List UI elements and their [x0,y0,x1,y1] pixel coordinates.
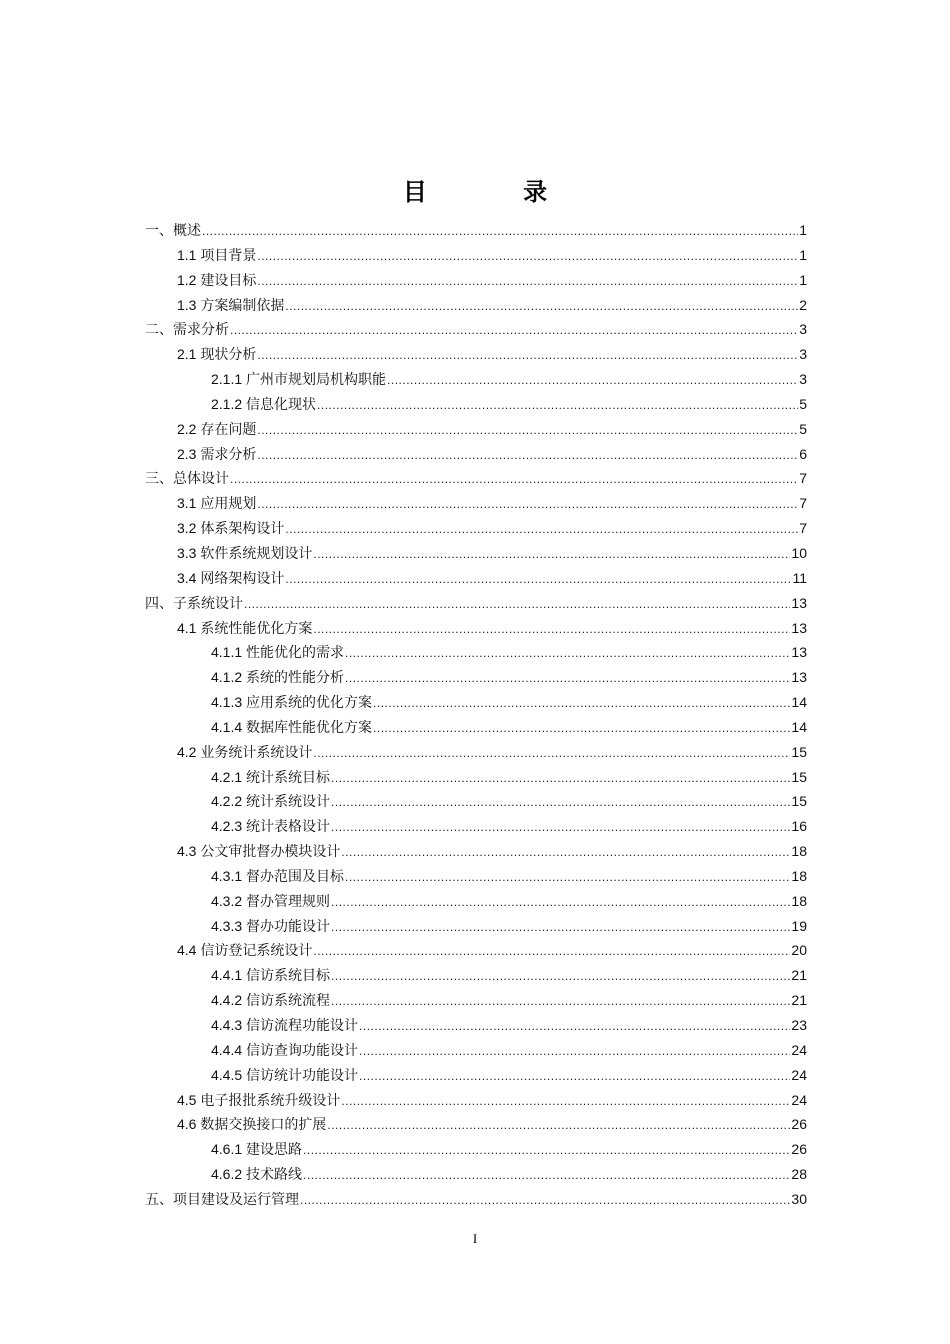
toc-entry-label: 3.2 体系架构设计 [177,520,285,537]
toc-dot-leader [244,592,790,617]
toc-dot-leader [230,318,798,343]
toc-dot-leader [313,617,790,642]
toc-entry[interactable] [145,268,807,293]
toc-entry-label: 4.4.2 信访系统流程 [211,992,331,1009]
toc-entry-label: 3.1 应用规划 [177,495,257,512]
toc-dot-leader [313,542,790,567]
toc-entry-page-number: 26 [791,1116,807,1133]
toc-entry-label: 2.3 需求分析 [177,445,257,462]
toc-entry[interactable] [145,765,807,790]
toc-entry-label: 三、总体设计 [145,470,229,487]
toc-entry[interactable] [145,218,807,243]
toc-entry[interactable] [145,491,807,516]
toc-entry[interactable] [145,293,807,318]
toc-entry-label: 1.2 建设目标 [177,271,257,288]
toc-entry[interactable] [145,417,807,442]
toc-entry-label: 4.1.3 应用系统的优化方案 [211,694,373,711]
toc-entry-page-number: 7 [799,520,807,537]
toc-dot-leader [341,840,790,865]
toc-entry-label: 2.1 现状分析 [177,346,257,363]
toc-entry-page-number: 16 [791,818,807,835]
toc-entry-page-number: 6 [799,445,807,462]
toc-entry-page-number: 24 [791,1091,807,1108]
toc-dot-leader [313,741,790,766]
toc-entry-label: 2.1.2 信息化现状 [211,395,317,412]
toc-entry-label: 1.1 项目背景 [177,246,257,263]
toc-entry-page-number: 26 [791,1141,807,1158]
toc-dot-leader [313,939,790,964]
toc-dot-leader [317,393,798,418]
toc-dot-leader [257,443,798,468]
toc-dot-leader [331,915,790,940]
toc-entry-label: 3.4 网络架构设计 [177,569,285,586]
toc-dot-leader [202,219,798,244]
toc-entry[interactable] [145,740,807,765]
toc-entry[interactable] [145,839,807,864]
toc-entry-label: 4.6 数据交换接口的扩展 [177,1116,327,1133]
toc-entry[interactable] [145,938,807,963]
toc-entry-page-number: 1 [799,271,807,288]
toc-entry-page-number: 3 [799,346,807,363]
toc-entry[interactable] [145,640,807,665]
toc-entry-label: 4.2.1 统计系统目标 [211,768,331,785]
toc-entry-label: 4.3.3 督办功能设计 [211,917,331,934]
toc-dot-leader [303,1163,790,1188]
toc-entry-page-number: 28 [791,1166,807,1183]
toc-entry-page-number: 18 [791,892,807,909]
toc-entry[interactable] [145,864,807,889]
toc-entry-label: 4.1.1 性能优化的需求 [211,644,345,661]
toc-entry-page-number: 13 [791,644,807,661]
toc-entry[interactable] [145,342,807,367]
toc-entry[interactable] [145,1013,807,1038]
toc-entry-page-number: 5 [799,395,807,412]
toc-dot-leader [373,691,790,716]
toc-entry[interactable] [145,541,807,566]
toc-entry[interactable] [145,988,807,1013]
toc-dot-leader [257,244,798,269]
toc-dot-leader [230,467,798,492]
toc-entry-label: 4.6.2 技术路线 [211,1166,303,1183]
toc-entry[interactable] [145,317,807,342]
toc-entry[interactable] [145,1038,807,1063]
toc-entry-label: 4.3.2 督办管理规则 [211,892,331,909]
toc-dot-leader [257,343,798,368]
toc-entry[interactable] [145,963,807,988]
toc-dot-leader [341,1089,790,1114]
toc-entry-label: 4.2 业务统计系统设计 [177,743,313,760]
toc-dot-leader [331,766,790,791]
toc-dot-leader [387,368,798,393]
toc-dot-leader [359,1039,790,1064]
toc-entry[interactable] [145,616,807,641]
toc-entry-page-number: 20 [791,942,807,959]
toc-entry-page-number: 11 [792,569,807,586]
toc-entry-label: 4.4 信访登记系统设计 [177,942,313,959]
toc-entry-page-number: 7 [799,495,807,512]
toc-entry[interactable] [145,367,807,392]
toc-entry-page-number: 10 [791,544,807,561]
toc-entry-label: 二、需求分析 [145,321,229,338]
toc-entry-page-number: 13 [791,669,807,686]
toc-dot-leader [331,890,790,915]
toc-dot-leader [257,269,798,294]
toc-entry-label: 4.6.1 建设思路 [211,1141,303,1158]
toc-dot-leader [345,666,790,691]
toc-entry-label: 4.3.1 督办范围及目标 [211,867,345,884]
toc-entry-page-number: 1 [799,246,807,263]
toc-dot-leader [285,567,791,592]
toc-entry[interactable] [145,665,807,690]
toc-entry[interactable] [145,392,807,417]
toc-entry[interactable] [145,516,807,541]
toc-entry-label: 4.4.1 信访系统目标 [211,967,331,984]
toc-entry-page-number: 18 [791,843,807,860]
toc-entry-page-number: 1 [799,222,807,238]
toc-title: 目 录 [402,178,592,206]
toc-entry-page-number: 14 [791,694,807,711]
toc-entry[interactable] [145,566,807,591]
toc-entry-page-number: 24 [791,1041,807,1058]
toc-entry-page-number: 2 [799,296,807,313]
toc-entry-label: 4.5 电子报批系统升级设计 [177,1091,341,1108]
toc-entry-label: 五、项目建设及运行管理 [145,1190,299,1207]
toc-entry-page-number: 23 [791,1017,807,1033]
toc-entry[interactable] [145,466,807,491]
toc-entry-label: 4.3 公文审批督办模块设计 [177,843,341,860]
toc-entry-page-number: 3 [799,321,807,338]
toc-dot-leader [285,294,798,319]
toc-entry[interactable] [145,1063,807,1088]
toc-entry-page-number: 3 [799,371,807,388]
toc-dot-leader [331,790,790,815]
toc-entry-page-number: 7 [799,470,807,487]
toc-dot-leader [331,964,790,989]
toc-entry-page-number: 24 [791,1066,807,1083]
toc-entry[interactable] [145,243,807,268]
toc-entry-label: 4.1 系统性能优化方案 [177,619,313,636]
toc-dot-leader [303,1138,790,1163]
toc-dot-leader [257,418,798,443]
toc-dot-leader [345,641,790,666]
toc-entry-page-number: 15 [791,743,807,760]
toc-entry-label: 4.4.3 信访流程功能设计 [211,1017,359,1033]
toc-entry-label: 4.1.2 系统的性能分析 [211,669,345,686]
toc-entry-label: 2.2 存在问题 [177,420,257,437]
toc-entry[interactable] [145,715,807,740]
toc-entry-page-number: 18 [791,867,807,884]
toc-entry-label: 4.1.4 数据库性能优化方案 [211,718,373,735]
toc-entry-label: 四、子系统设计 [145,594,243,611]
toc-dot-leader [359,1014,790,1039]
toc-dot-leader [285,517,798,542]
toc-dot-leader [300,1188,790,1213]
toc-entry-page-number: 30 [791,1190,807,1207]
toc-dot-leader [331,815,790,840]
page-number: I [472,1231,478,1246]
toc-entry[interactable] [145,1162,807,1187]
toc-entry-page-number: 13 [791,619,807,636]
toc-dot-leader [257,492,798,517]
toc-dot-leader [373,716,790,741]
toc-entry-label: 4.4.4 信访查询功能设计 [211,1041,359,1058]
table-of-contents [145,218,807,1212]
toc-dot-leader [331,989,790,1014]
toc-entry[interactable] [145,889,807,914]
toc-entry[interactable] [145,442,807,467]
toc-dot-leader [359,1064,790,1089]
toc-entry-page-number: 19 [791,917,807,934]
toc-entry-label: 4.2.2 统计系统设计 [211,793,331,810]
toc-entry[interactable] [145,1137,807,1162]
toc-entry-label: 4.4.5 信访统计功能设计 [211,1066,359,1083]
toc-entry-label: 一、概述 [145,222,201,238]
toc-entry[interactable] [145,1088,807,1113]
toc-entry[interactable] [145,591,807,616]
toc-entry[interactable] [145,789,807,814]
toc-entry[interactable] [145,1112,807,1137]
toc-entry-page-number: 14 [791,718,807,735]
toc-entry-page-number: 15 [791,793,807,810]
toc-entry-page-number: 21 [791,992,807,1009]
toc-entry-page-number: 15 [791,768,807,785]
toc-entry-label: 4.2.3 统计表格设计 [211,818,331,835]
toc-entry[interactable] [145,690,807,715]
toc-entry[interactable] [145,914,807,939]
toc-entry-page-number: 5 [799,420,807,437]
toc-dot-leader [327,1113,790,1138]
toc-entry[interactable] [145,1187,807,1212]
toc-entry[interactable] [145,814,807,839]
toc-entry-label: 1.3 方案编制依据 [177,296,285,313]
toc-entry-label: 2.1.1 广州市规划局机构职能 [211,371,387,388]
toc-dot-leader [345,865,790,890]
toc-entry-label: 3.3 软件系统规划设计 [177,544,313,561]
toc-entry-page-number: 13 [791,594,807,611]
toc-entry-page-number: 21 [791,967,807,984]
